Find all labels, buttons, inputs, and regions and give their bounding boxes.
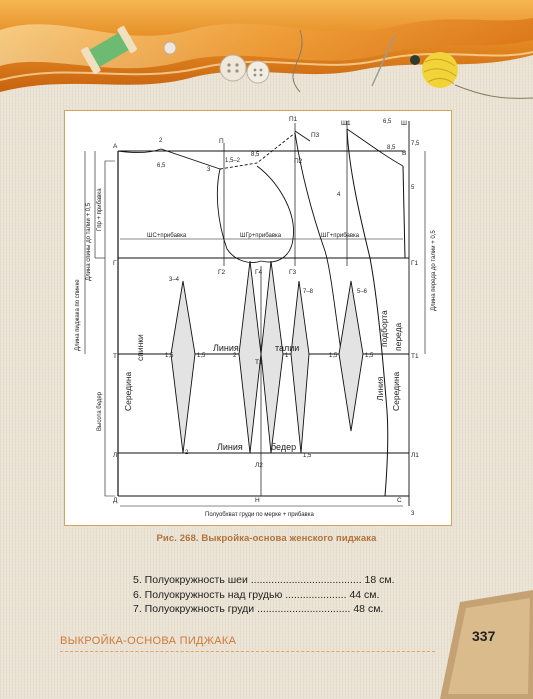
- point-label: А: [113, 143, 118, 150]
- point-label: Т2: [255, 359, 263, 366]
- measure-number: 7–8: [303, 289, 314, 295]
- figure-caption: Рис. 268. Выкройка-основа женского пиджака: [156, 533, 377, 544]
- point-label: Г1: [411, 260, 419, 267]
- measure-number: 3: [411, 511, 415, 517]
- back-center-label: Середина: [123, 371, 133, 411]
- facing-line-label: подборта: [379, 310, 389, 347]
- measure-number: 1,5: [303, 453, 312, 459]
- measure-number: 6,5: [383, 119, 392, 125]
- measure-number: 1,5–2: [225, 158, 241, 164]
- point-label: Т: [113, 353, 117, 360]
- point-label: Л: [113, 452, 118, 459]
- measure-number: 5: [411, 185, 415, 191]
- point-label: П3: [311, 132, 320, 139]
- leader-dots: .....................: [282, 588, 350, 601]
- jacket-length-label: Длина пиджака по спинке: [75, 279, 81, 351]
- measure-number: 1,5: [329, 353, 338, 359]
- measurement-value: 48 см.: [353, 603, 384, 615]
- measure-number: 2: [185, 450, 189, 456]
- measurement-row: [133, 588, 395, 603]
- bottom-width-label: Полуобхват груди по мерке + прибавка: [205, 512, 314, 518]
- waist-line-label: талии: [275, 343, 300, 353]
- waist-line-label: Линия: [213, 343, 239, 353]
- measure-number: 1: [285, 353, 289, 359]
- measure-number: 8,5: [387, 145, 396, 151]
- measure-number: 3–4: [169, 277, 180, 283]
- measurement-label: 5. Полуокружность шеи: [133, 574, 248, 586]
- measure-number: 2: [233, 353, 237, 359]
- width-label: ШС+прибавка: [147, 233, 187, 239]
- measure-number: 1,5: [197, 353, 206, 359]
- hip-line-label: бедер: [271, 442, 297, 452]
- back-waist-label: Длина спины до талии + 0,5: [86, 202, 92, 281]
- running-header: ВЫКРОЙКА-ОСНОВА ПИДЖАКА: [60, 635, 237, 647]
- front-waist-label: Длина переда до талии + 0,5: [431, 230, 437, 311]
- measurement-list: [133, 573, 395, 617]
- point-label: Г2: [218, 269, 226, 276]
- pattern-figure: [64, 110, 452, 526]
- back-center-label: спинки: [135, 334, 145, 361]
- measurement-label: 7. Полуокружность груди: [133, 603, 255, 615]
- point-label: Г4: [255, 269, 263, 276]
- measure-number: 3: [207, 167, 211, 173]
- point-label: Л1: [411, 452, 419, 459]
- point-label: П: [219, 138, 224, 145]
- divider: [60, 651, 435, 652]
- leader-dots: ......................................: [247, 574, 365, 586]
- point-label: Т1: [411, 353, 419, 360]
- point-label: Л2: [255, 462, 263, 469]
- point-label: Ш: [401, 120, 407, 127]
- page-number: 337: [472, 628, 496, 644]
- measure-number: 8,5: [251, 152, 260, 158]
- point-label: В: [402, 150, 407, 157]
- facing-line-label: Линия: [375, 376, 385, 401]
- point-label: Г: [113, 260, 117, 267]
- decorative-banner: [0, 0, 533, 110]
- measurement-row: [133, 573, 395, 588]
- width-label: ШГр+прибавка: [240, 233, 282, 239]
- point-label: Н: [255, 497, 260, 504]
- measure-number: 1,5: [165, 353, 174, 359]
- leader-dots: ................................: [254, 603, 354, 615]
- measure-number: 6,5: [157, 163, 166, 169]
- point-label: С: [397, 497, 402, 504]
- measure-number: 7,5: [411, 141, 420, 147]
- measure-number: 2: [159, 138, 163, 144]
- measurement-value: 18 см.: [364, 574, 395, 586]
- point-label: Г3: [289, 269, 297, 276]
- measure-number: 5–6: [357, 289, 368, 295]
- hip-height-label: Высота бедер: [97, 391, 103, 431]
- jacket-pattern-drawing: [65, 111, 450, 524]
- measurement-label: 6. Полуокружность над грудью: [133, 588, 283, 601]
- armhole-depth-label: Гпр + прибавка: [97, 188, 103, 231]
- measurement-row: [133, 602, 395, 617]
- point-label: Д: [113, 497, 118, 504]
- hip-line-label: Линия: [217, 442, 243, 452]
- point-label: Ш1: [341, 120, 351, 127]
- front-center-label: переда: [393, 322, 403, 351]
- point-label: П2: [294, 158, 303, 165]
- width-label: ШГ+прибавка: [321, 233, 360, 239]
- measure-number: 4: [337, 192, 341, 198]
- front-center-label: Середина: [391, 371, 401, 411]
- measurement-value: 44 см.: [349, 588, 380, 601]
- point-label: П1: [289, 116, 298, 123]
- measure-number: 1,5: [365, 353, 374, 359]
- paper-corner-decoration: [420, 590, 533, 699]
- yarn-ball-icon: [410, 52, 458, 88]
